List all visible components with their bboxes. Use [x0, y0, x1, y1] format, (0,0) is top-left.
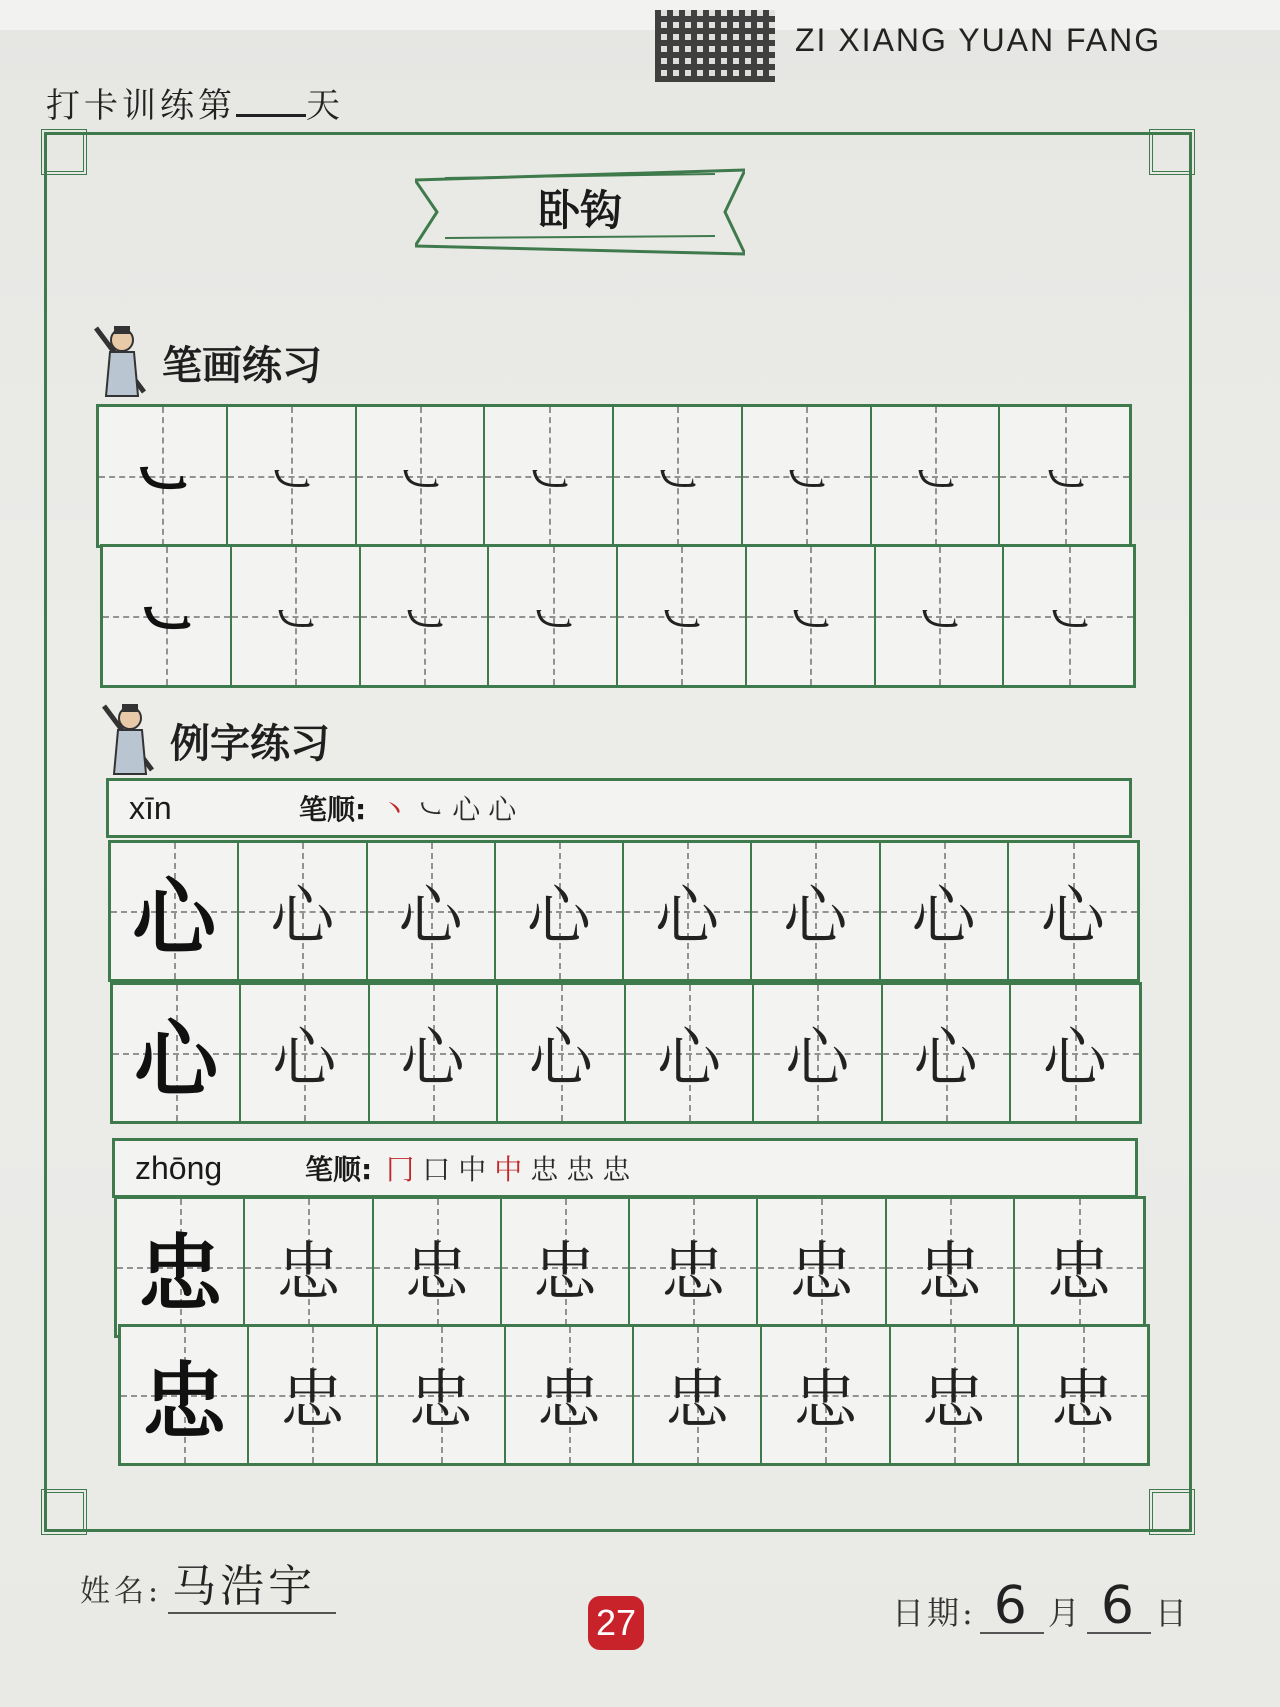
model-practice-cell[interactable]	[103, 547, 232, 685]
handwritten-glyph: 忠	[536, 1364, 601, 1438]
stroke-order-step: 心	[452, 793, 489, 826]
practice-cell[interactable]	[762, 1327, 890, 1463]
frame-corner-ornament	[41, 1489, 87, 1535]
handwritten-glyph: 心	[528, 1022, 593, 1096]
char-grid-row	[114, 1196, 1146, 1338]
practice-cell[interactable]	[1019, 1327, 1147, 1463]
date-field[interactable]	[892, 1576, 1191, 1636]
handwritten-glyph: 忠	[532, 1236, 597, 1310]
practice-cell[interactable]	[747, 547, 876, 685]
title-banner	[415, 160, 745, 258]
practice-cell[interactable]	[614, 407, 743, 545]
stroke-order-step: 心	[488, 793, 525, 826]
stroke-order-label: 笔顺:	[305, 1153, 373, 1186]
stroke-order-step: 丶	[380, 793, 417, 826]
handwritten-glyph: ㇃	[1038, 450, 1092, 511]
handwritten-glyph: 忠	[1046, 1236, 1111, 1310]
page-title: 卧钩	[537, 186, 622, 235]
date-label: 日期:	[892, 1594, 976, 1632]
practice-cell[interactable]	[241, 985, 369, 1121]
stroke-order-step: 冂	[386, 1153, 423, 1186]
handwritten-glyph: 忠	[276, 1236, 341, 1310]
frame-corner-ornament	[1149, 129, 1195, 175]
handwritten-glyph: ㇃	[779, 450, 834, 511]
handwritten-glyph: ㇃	[268, 590, 323, 651]
practice-cell[interactable]	[498, 985, 626, 1121]
handwritten-glyph: 心	[1042, 1022, 1107, 1096]
pinyin-label: xīn	[129, 789, 172, 826]
handwritten-glyph: 心	[526, 880, 591, 954]
model-glyph: 心	[134, 1009, 219, 1109]
handwritten-glyph: 忠	[661, 1236, 726, 1310]
practice-cell[interactable]	[754, 985, 882, 1121]
model-practice-cell[interactable]	[111, 843, 239, 979]
stroke-grid-row	[100, 544, 1136, 688]
date-day[interactable]: 6	[1087, 1580, 1151, 1634]
handwritten-glyph: ㇃	[655, 590, 709, 651]
handwritten-glyph: 忠	[921, 1364, 986, 1438]
char-grid-row	[108, 840, 1140, 982]
practice-cell[interactable]	[374, 1199, 502, 1335]
handwritten-glyph: ㇃	[912, 590, 967, 651]
scholar-icon	[100, 700, 160, 780]
qr-code	[655, 10, 775, 82]
handwritten-glyph: 心	[913, 1022, 978, 1096]
handwritten-glyph: ㇃	[908, 450, 963, 511]
practice-cell[interactable]	[1015, 1199, 1143, 1335]
model-glyph: 忠	[138, 1223, 223, 1323]
model-glyph: 忠	[142, 1351, 227, 1451]
practice-cell[interactable]	[506, 1327, 634, 1463]
stroke-order-sequence	[386, 1148, 638, 1188]
practice-cell[interactable]	[357, 407, 486, 545]
name-field[interactable]	[80, 1550, 336, 1614]
practice-cell[interactable]	[876, 547, 1005, 685]
checkin-day-blank	[236, 84, 306, 117]
handwritten-glyph: 忠	[665, 1364, 730, 1438]
handwritten-glyph: 心	[657, 1022, 722, 1096]
practice-cell[interactable]	[630, 1199, 758, 1335]
practice-cell[interactable]	[228, 407, 357, 545]
practice-cell[interactable]	[489, 547, 618, 685]
practice-cell[interactable]	[752, 843, 880, 979]
handwritten-glyph: ㇃	[522, 450, 576, 511]
char-grid-row	[110, 982, 1142, 1124]
frame-corner-ornament	[1149, 1489, 1195, 1535]
practice-cell[interactable]	[378, 1327, 506, 1463]
brand-pinyin: ZI XIANG YUAN FANG	[795, 22, 1162, 58]
practice-cell[interactable]	[361, 547, 490, 685]
model-practice-cell[interactable]	[121, 1327, 249, 1463]
practice-cell[interactable]	[239, 843, 367, 979]
handwritten-glyph: ㇃	[393, 450, 448, 511]
stroke-order-step: 忠	[530, 1153, 567, 1186]
handwritten-glyph: 心	[400, 1022, 465, 1096]
name-value[interactable]: 马浩宇	[168, 1561, 336, 1614]
page-number-badge: 27	[588, 1596, 644, 1650]
handwritten-glyph: 忠	[1050, 1364, 1115, 1438]
handwritten-glyph: 心	[272, 1022, 337, 1096]
handwritten-glyph: ㇃	[264, 450, 319, 511]
practice-cell[interactable]	[1011, 985, 1139, 1121]
pinyin-label: zhōng	[135, 1149, 223, 1186]
practice-cell[interactable]	[1004, 547, 1133, 685]
model-practice-cell[interactable]	[113, 985, 241, 1121]
checkin-prefix: 打卡训练第	[46, 86, 236, 126]
handwritten-glyph: ㇃	[526, 590, 580, 651]
stroke-order-step: 忠	[566, 1153, 603, 1186]
practice-cell[interactable]	[368, 843, 496, 979]
practice-cell[interactable]	[1009, 843, 1137, 979]
practice-cell[interactable]	[883, 985, 1011, 1121]
model-glyph: ㇃	[132, 582, 202, 660]
date-month-label: 月	[1047, 1594, 1083, 1632]
practice-cell[interactable]	[1000, 407, 1129, 545]
frame-corner-ornament	[41, 129, 87, 175]
handwritten-glyph: 忠	[917, 1236, 982, 1310]
example-section-title: 例字练习	[170, 720, 330, 767]
handwritten-glyph: 忠	[789, 1236, 854, 1310]
practice-cell[interactable]	[245, 1199, 373, 1335]
handwritten-glyph: ㇃	[783, 590, 838, 651]
scholar-icon	[92, 322, 152, 402]
practice-cell[interactable]	[624, 843, 752, 979]
stroke-order-label: 笔顺:	[299, 793, 367, 826]
handwritten-glyph: 心	[785, 1022, 850, 1096]
checkin-line	[46, 78, 344, 127]
handwritten-glyph: ㇃	[1042, 590, 1096, 651]
practice-cell[interactable]	[485, 407, 614, 545]
stroke-order-step: 口	[422, 1153, 459, 1186]
handwritten-glyph: 心	[1040, 880, 1105, 954]
model-glyph: ㇃	[128, 442, 198, 520]
practice-cell[interactable]	[618, 547, 747, 685]
practice-cell[interactable]	[502, 1199, 630, 1335]
handwritten-glyph: 忠	[408, 1364, 473, 1438]
model-practice-cell[interactable]	[99, 407, 228, 545]
handwritten-glyph: 心	[911, 880, 976, 954]
name-label: 姓名:	[80, 1574, 163, 1609]
handwritten-glyph: 忠	[793, 1364, 858, 1438]
stroke-order-step: 中	[458, 1153, 495, 1186]
handwritten-glyph: ㇃	[397, 590, 452, 651]
model-practice-cell[interactable]	[117, 1199, 245, 1335]
practice-cell[interactable]	[743, 407, 872, 545]
practice-cell[interactable]	[249, 1327, 377, 1463]
practice-cell[interactable]	[891, 1327, 1019, 1463]
date-month[interactable]: 6	[980, 1580, 1044, 1634]
handwritten-glyph: 心	[270, 880, 335, 954]
handwritten-glyph: 心	[398, 880, 463, 954]
practice-cell[interactable]	[370, 985, 498, 1121]
handwritten-glyph: ㇃	[651, 450, 705, 511]
practice-cell[interactable]	[887, 1199, 1015, 1335]
checkin-suffix: 天	[306, 86, 344, 126]
stroke-section-title: 笔画练习	[162, 342, 322, 389]
stroke-section-header	[92, 322, 322, 402]
practice-cell[interactable]	[232, 547, 361, 685]
stroke-grid-row	[96, 404, 1132, 548]
handwritten-glyph: 忠	[280, 1364, 345, 1438]
model-glyph: 心	[132, 867, 217, 967]
practice-cell[interactable]	[496, 843, 624, 979]
stroke-order-sequence	[380, 788, 524, 828]
practice-cell[interactable]	[872, 407, 1001, 545]
handwritten-glyph: 忠	[404, 1236, 469, 1310]
char-info-bar-xin	[106, 778, 1132, 838]
example-section-header	[100, 700, 330, 780]
practice-cell[interactable]	[634, 1327, 762, 1463]
stroke-order-step: 忠	[602, 1153, 639, 1186]
practice-cell[interactable]	[758, 1199, 886, 1335]
char-grid-row	[118, 1324, 1150, 1466]
char-info-bar-zhong	[112, 1138, 1138, 1198]
handwritten-glyph: 心	[783, 880, 848, 954]
stroke-order-step: 中	[494, 1153, 531, 1186]
practice-cell[interactable]	[881, 843, 1009, 979]
handwritten-glyph: 心	[655, 880, 720, 954]
stroke-order-step: ㇃	[416, 793, 453, 826]
date-day-label: 日	[1155, 1594, 1191, 1632]
practice-cell[interactable]	[626, 985, 754, 1121]
